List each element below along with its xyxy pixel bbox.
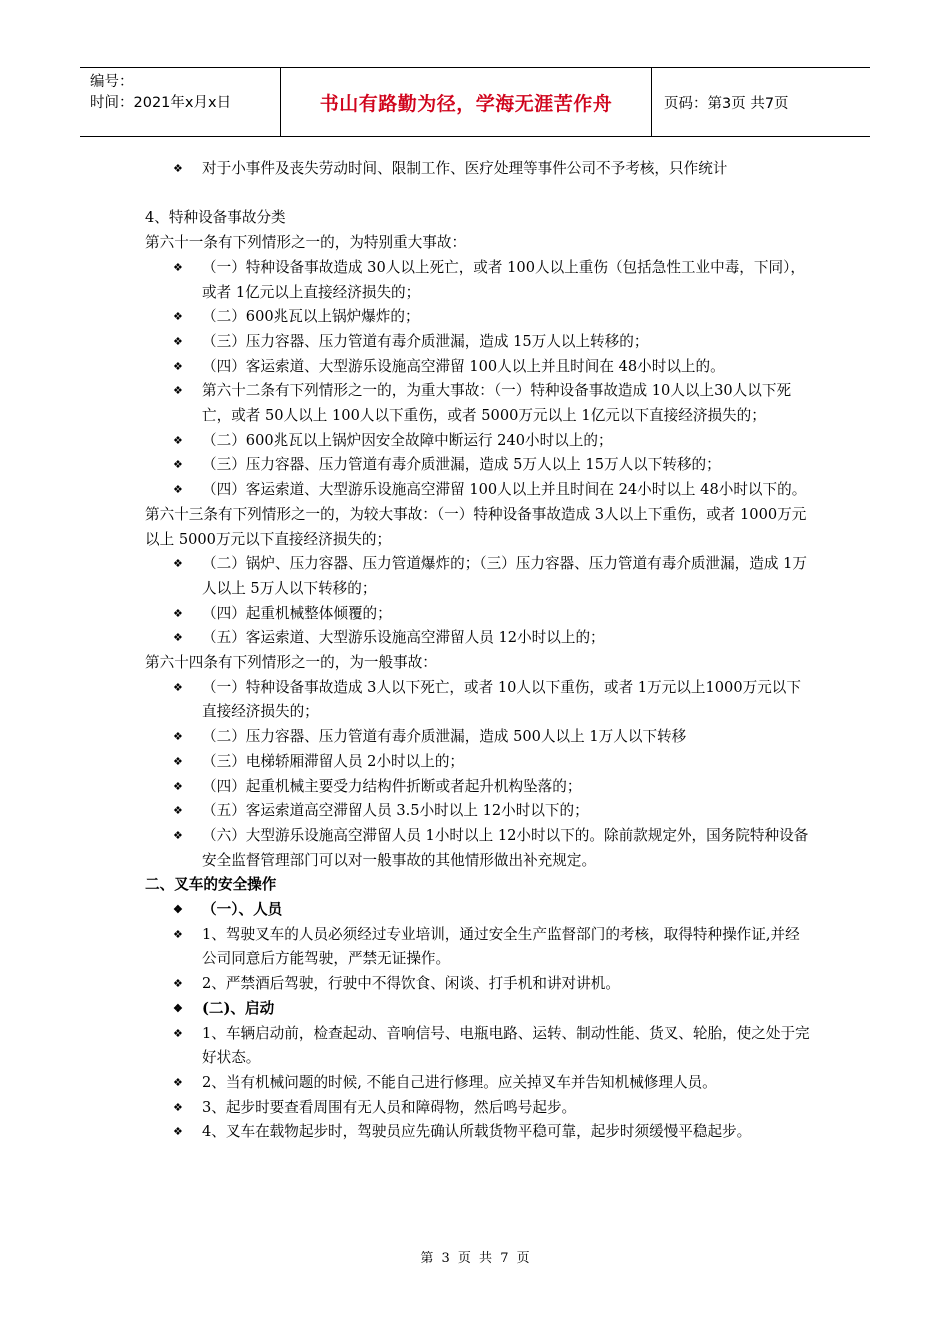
diamond-bullet-icon: ❖ [173,458,183,472]
paragraph: 4、特种设备事故分类 [145,209,286,227]
bullet-text: （二）600兆瓦以上锅炉爆炸的； [202,308,420,326]
diamond-bullet-icon: ❖ [173,977,183,991]
bullet-item [173,972,810,997]
diamond-bullet-icon: ❖ [173,903,183,917]
bullet-item [173,824,810,873]
bullet-text: （四）起重机械整体倾覆的； [202,604,392,622]
bullet-text: （一）、人员 [202,901,283,919]
diamond-bullet-icon: ❖ [173,334,183,348]
diamond-bullet-icon: ❖ [173,384,183,398]
bullet-item [173,1071,810,1096]
bullet-text: （四）客运索道、大型游乐设施高空滞留 100人以上并且时间在 48小时以上的。 [202,357,725,375]
bullet-item [173,1096,810,1121]
bullet-text: (二)、启动 [202,999,275,1017]
paragraph: 第六十四条有下列情形之一的，为一般事故： [145,654,437,672]
bullet-item [173,602,810,627]
section-heading: 二、叉车的安全操作 [145,876,277,894]
diamond-bullet-icon: ❖ [173,680,183,694]
diamond-bullet-icon: ❖ [173,162,183,175]
header-motto: 书山有路勤为径，学海无涯苦作舟 [281,68,652,136]
bullet-text: （五）客运索道、大型游乐设施高空滞留人员 12小时以上的； [202,629,605,647]
bullet-item [173,750,810,775]
bullet-item [173,453,810,478]
diamond-bullet-icon: ❖ [173,433,183,447]
diamond-bullet-icon: ❖ [173,754,183,768]
bullet-item [173,355,810,380]
bullet-text: （四）起重机械主要受力结构件折断或者起升机构坠落的； [202,777,582,795]
bullet-text: （四）客运索道、大型游乐设施高空滞留 100人以上并且时间在 24小时以上 48小时以下的。 [202,481,807,499]
bullet-text: （六）大型游乐设施高空滞留人员 1小时以上 12小时以下的。除前款规定外，国务院特种设备安全监督管理部门可以对一般事故的其他情形做出补充规定。 [202,826,809,869]
bullet-text: （一）特种设备事故造成 3人以下死亡，或者 10人以下重伤，或者 1万元以上1000万元以下直接经济损失的； [202,678,801,721]
diamond-bullet-icon: ❖ [173,1001,183,1015]
doc-number-label: 编号： [90,74,134,90]
header-page-info: 页码：第3页 共7页 [664,95,789,112]
bullet-text: （五）客运索道高空滞留人员 3.5小时以上 12小时以下的； [202,802,589,820]
bullet-text: （三）电梯轿厢滞留人员 2小时以上的； [202,752,465,770]
diamond-bullet-icon: ❖ [173,730,183,744]
diamond-bullet-icon: ❖ [173,260,183,274]
bullet-text: 第六十二条有下列情形之一的，为重大事故：（一）特种设备事故造成 10人以上30人以下死亡，或者 50人以上 100人以下重伤，或者 5000万元以上 1亿元以下直接经济损失的； [202,382,792,425]
bullet-item [173,552,810,601]
bullet-text: 2、当有机械问题的时候, 不能自己进行修理。应关掉叉车并告知机械修理人员。 [202,1074,717,1091]
date-line: 时间：2021年x月x日 [90,95,232,111]
bullet-item [173,799,810,824]
page-footer: 第 3 页 共 7 页 [420,1251,530,1266]
diamond-bullet-icon: ❖ [173,483,183,497]
bullet-text: 1、驾驶叉车的人员必须经过专业培训，通过安全生产监督部门的考核，取得特种操作证,并经公司同意后方能驾驶，严禁无证操作。 [202,925,800,968]
bullet-item [173,429,810,454]
paragraph-spacer [145,182,810,207]
bullet-item [173,157,810,182]
bullet-text: （二）600兆瓦以上锅炉因安全故障中断运行 240小时以上的； [202,431,613,449]
diamond-bullet-icon: ❖ [173,606,183,620]
bullet-text: （二）锅炉、压力容器、压力管道爆炸的；（三）压力容器、压力管道有毒介质泄漏，造成 1万人以上 5万人以下转移的； [202,555,807,597]
bullet-item [173,330,810,355]
bullet-text: 2、严禁酒后驾驶，行驶中不得饮食、闲谈、打手机和讲对讲机。 [202,975,620,993]
bullet-text: 1、车辆启动前，检查起动、音响信号、电瓶电路、运转、制动性能、货叉、轮胎，使之处于完好状态。 [202,1024,810,1067]
bullet-item [173,1120,810,1145]
bullet-item [173,898,810,923]
paragraph: 第六十三条有下列情形之一的，为较大事故：（一）特种设备事故造成 3人以上下重伤，或者 1000万元以上 5000万元以下直接经济损失的； [145,505,807,548]
bullet-item [173,923,810,972]
bullet-item [173,676,810,725]
diamond-bullet-icon: ❖ [173,1076,183,1089]
bullet-item [173,478,810,503]
diamond-bullet-icon: ❖ [173,779,183,793]
diamond-bullet-icon: ❖ [173,359,183,373]
bullet-text: （三）压力容器、压力管道有毒介质泄漏，造成 15万人以上转移的； [202,332,649,350]
diamond-bullet-icon: ❖ [173,310,183,324]
diamond-bullet-icon: ❖ [173,1026,183,1040]
bullet-item [173,305,810,330]
bullet-text: （三）压力容器、压力管道有毒介质泄漏，造成 5万人以上 15万人以下转移的； [202,456,721,474]
bullet-item [173,725,810,750]
diamond-bullet-icon: ❖ [173,828,183,842]
paragraph: 第六十一条有下列情形之一的，为特别重大事故： [145,234,467,252]
bullet-item [173,626,810,651]
bullet-text: 对于小事件及丧失劳动时间、限制工作、医疗处理等事件公司不予考核，只作统计 [202,160,728,177]
bullet-text: （二）压力容器、压力管道有毒介质泄漏，造成 500人以上 1万人以下转移 [202,728,687,746]
bullet-text: 4、叉车在载物起步时，驾驶员应先确认所载货物平稳可靠，起步时须缓慢平稳起步。 [202,1123,752,1141]
diamond-bullet-icon: ❖ [173,804,183,818]
header-meta [80,68,281,136]
bullet-text: 3、起步时要查看周围有无人员和障碍物，然后鸣号起步。 [202,1098,577,1116]
diamond-bullet-icon: ❖ [173,631,183,645]
bullet-item [173,379,810,428]
diamond-bullet-icon: ❖ [173,927,183,941]
bullet-item [173,775,810,800]
bullet-item [173,256,810,305]
page-header [80,67,870,137]
diamond-bullet-icon: ❖ [173,1100,183,1114]
bullet-text: （一）特种设备事故造成 30人以上死亡，或者 100人以上重伤（包括急性工业中毒，下同），或者 1亿元以上直接经济损失的； [202,258,805,301]
diamond-bullet-icon: ❖ [173,1125,183,1139]
bullet-item [173,1022,810,1071]
bullet-item [173,997,810,1022]
diamond-bullet-icon: ❖ [173,557,183,571]
document-body [145,157,810,1145]
